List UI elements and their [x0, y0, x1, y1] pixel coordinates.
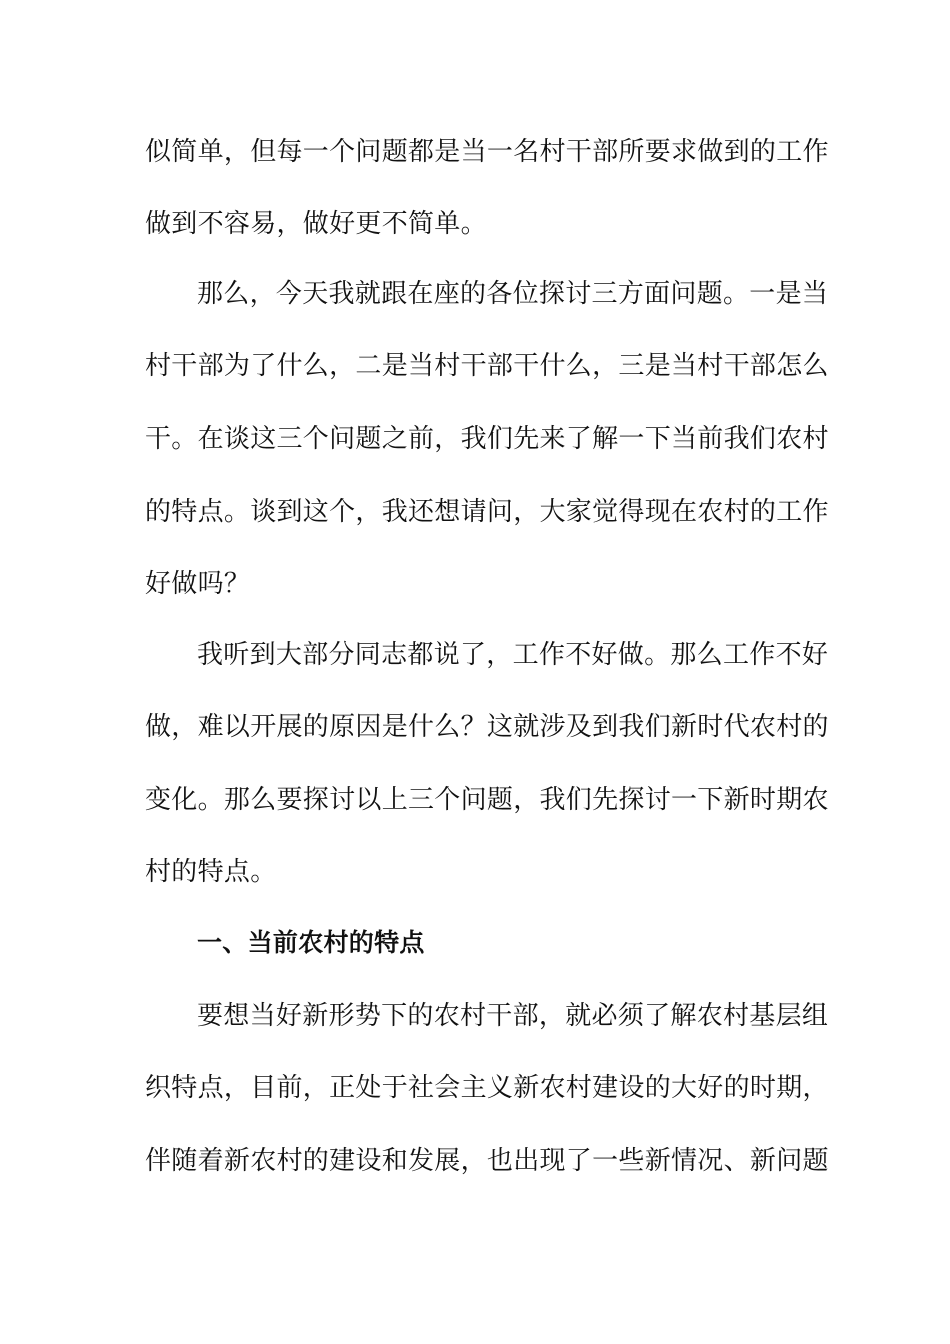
text-line: 做，难以开展的原因是什么？这就涉及到我们新时代农村的 — [145, 712, 829, 742]
paragraph-first-line: 那么，今天我就跟在座的各位探讨三方面问题。一是当 — [197, 279, 829, 309]
text-line: 干。在谈这三个问题之前，我们先来了解一下当前我们农村 — [145, 424, 829, 454]
text-line: 的特点。谈到这个，我还想请问，大家觉得现在农村的工作 — [145, 497, 829, 527]
text-line: 做到不容易，做好更不简单。 — [145, 209, 487, 239]
paragraph-first-line: 要想当好新形势下的农村干部，就必须了解农村基层组 — [197, 1001, 829, 1031]
text-line: 村干部为了什么，二是当村干部干什么，三是当村干部怎么 — [145, 351, 829, 381]
paragraph-first-line: 我听到大部分同志都说了，工作不好做。那么工作不好 — [197, 640, 829, 670]
text-line: 织特点，目前，正处于社会主义新农村建设的大好的时期， — [145, 1073, 829, 1103]
text-line: 村的特点。 — [145, 857, 277, 887]
text-line: 变化。那么要探讨以上三个问题，我们先探讨一下新时期农 — [145, 785, 829, 815]
text-line: 伴随着新农村的建设和发展，也出现了一些新情况、新问题 — [145, 1146, 829, 1176]
text-line: 似简单，但每一个问题都是当一名村干部所要求做到的工作 — [145, 137, 829, 167]
text-line: 好做吗？ — [145, 569, 251, 599]
section-heading: 一、当前农村的特点 — [197, 928, 425, 957]
